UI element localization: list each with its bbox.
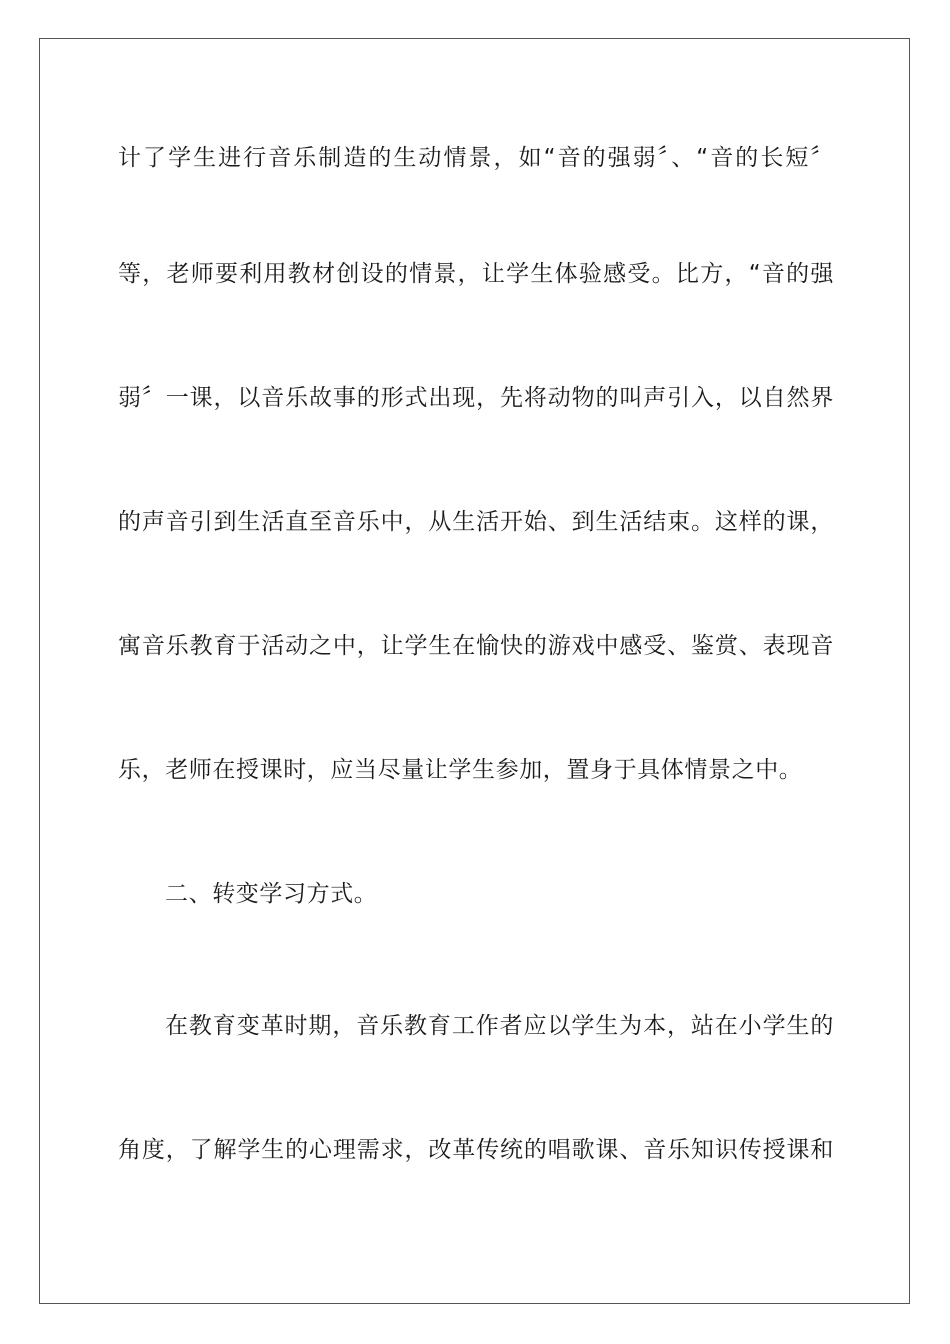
text-line-2: 等，老师要利用教材创设的情景，让学生体验感受。比方，“音的强: [118, 261, 834, 287]
text-line-6: 乐，老师在授课时，应当尽量让学生参加，置身于具体情景之中。: [118, 757, 803, 783]
text-line-8: 在教育变革时期，音乐教育工作者应以学生为本，站在小学生的: [165, 1013, 834, 1039]
page-frame: [39, 38, 910, 1304]
text-line-9: 角度，了解学生的心理需求，改革传统的唱歌课、音乐知识传授课和: [118, 1137, 834, 1163]
text-line-4: 的声音引到生活直至音乐中，从生活开始、到生活结束。这样的课，: [118, 509, 834, 535]
text-line-5: 寓音乐教育于活动之中，让学生在愉快的游戏中感受、鉴赏、表现音: [118, 633, 834, 659]
text-line-1: 计了学生进行音乐制造的生动情景，如“音的强弱〞、“音的长短〞: [118, 145, 834, 171]
section-heading: 二、转变学习方式。: [165, 881, 378, 907]
text-line-3: 弱〞一课，以音乐故事的形式出现，先将动物的叫声引入，以自然界: [118, 385, 834, 411]
